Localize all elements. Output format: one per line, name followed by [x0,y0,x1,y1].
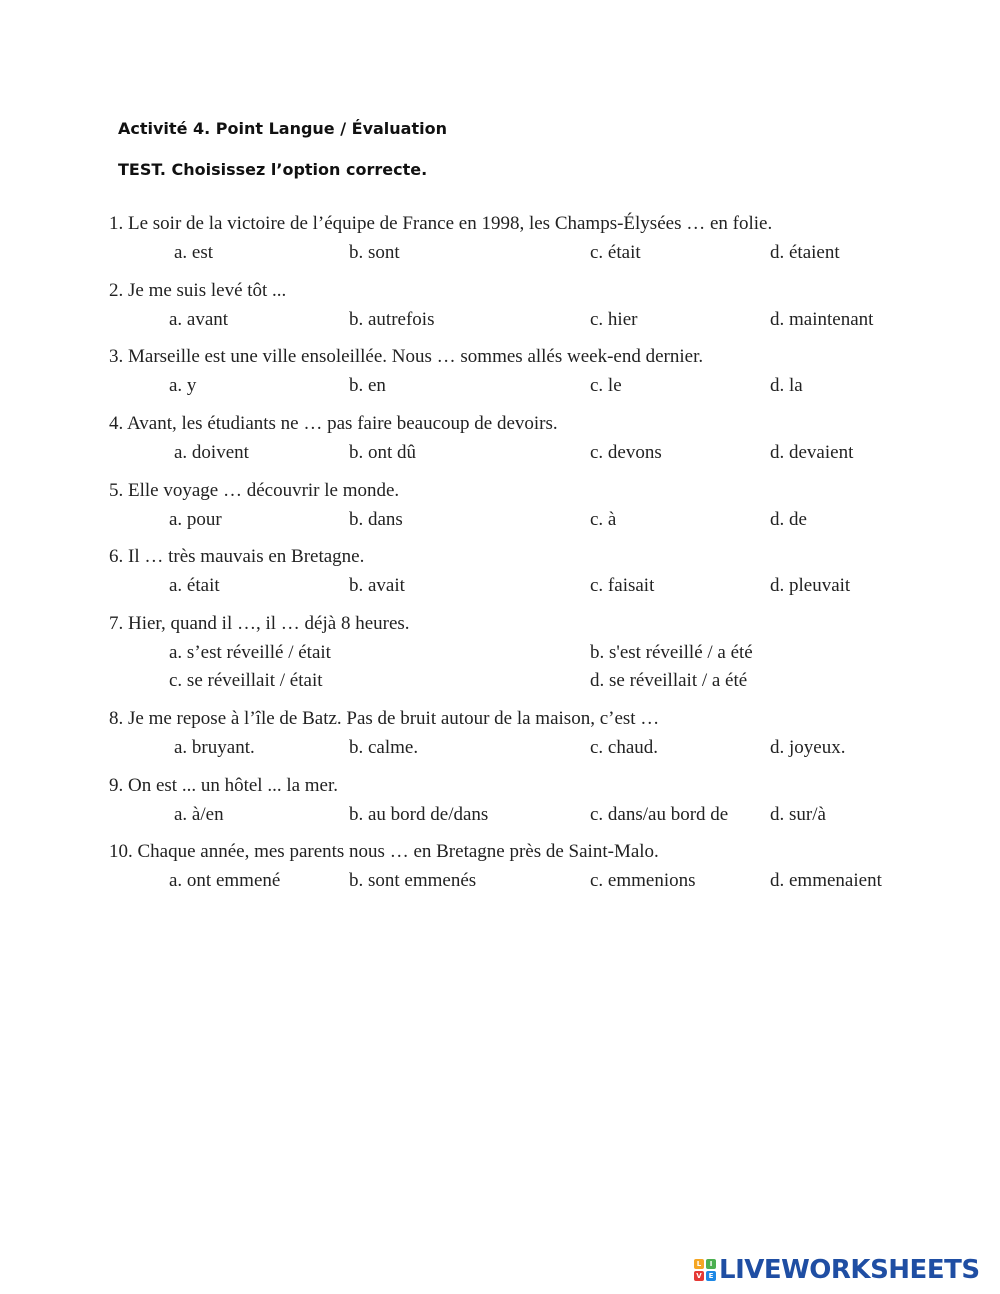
question-6-option-d[interactable]: d. pleuvait [770,575,851,596]
question-3-option-d[interactable]: d. la [770,375,803,396]
question-1-option-d[interactable]: d. étaient [770,242,840,263]
question-5-option-c[interactable]: c. à [590,509,617,530]
question-5-text: 5. Elle voyage … découvrir le monde. [109,480,400,501]
question-6-option-a[interactable]: a. était [169,575,220,596]
question-4-option-a[interactable]: a. doivent [174,442,249,463]
logo-mark-letter: V [694,1271,704,1281]
logo-mark-letter: I [706,1259,716,1269]
question-2-option-b[interactable]: b. autrefois [349,309,435,330]
question-10-option-a[interactable]: a. ont emmené [169,870,281,891]
question-6-text: 6. Il … très mauvais en Bretagne. [109,546,365,567]
question-3-option-c[interactable]: c. le [590,375,622,396]
question-1-text: 1. Le soir de la victoire de l’équipe de France en 1998, les Champs-Élysées … en folie. [109,213,773,234]
question-10-option-c[interactable]: c. emmenions [590,870,696,891]
question-5-option-d[interactable]: d. de [770,509,807,530]
question-10-text: 10. Chaque année, mes parents nous … en Bretagne près de Saint-Malo. [109,841,659,862]
logo-text: LIVEWORKSHEETS [719,1255,980,1285]
question-6-option-b[interactable]: b. avait [349,575,405,596]
question-8-option-b[interactable]: b. calme. [349,737,419,758]
activity-title: Activité 4. Point Langue / Évaluation [118,119,447,138]
logo-mark-letter: E [706,1271,716,1281]
question-10-option-b[interactable]: b. sont emmenés [349,870,477,891]
question-9-option-a[interactable]: a. à/en [174,804,224,825]
liveworksheets-logo-icon [694,1259,716,1281]
question-7-text: 7. Hier, quand il …, il … déjà 8 heures. [109,613,410,634]
question-5-option-a[interactable]: a. pour [169,509,222,530]
question-6-option-c[interactable]: c. faisait [590,575,655,596]
question-2-option-a[interactable]: a. avant [169,309,229,330]
question-9-option-c[interactable]: c. dans/au bord de [590,804,729,825]
question-2-text: 2. Je me suis levé tôt ... [109,280,287,301]
question-8-text: 8. Je me repose à l’île de Batz. Pas de bruit autour de la maison, c’est … [109,708,660,729]
question-1-option-a[interactable]: a. est [174,242,214,263]
question-9-text: 9. On est ... un hôtel ... la mer. [109,775,339,796]
question-7-option-d[interactable]: d. se réveillait / a été [590,670,748,691]
question-1-option-b[interactable]: b. sont [349,242,400,263]
liveworksheets-logo [694,1255,980,1285]
question-8-option-a[interactable]: a. bruyant. [174,737,255,758]
question-3-text: 3. Marseille est une ville ensoleillée. Nous … sommes allés week-end dernier. [109,346,704,367]
question-4-text: 4. Avant, les étudiants ne … pas faire beaucoup de devoirs. [109,413,558,434]
question-9-option-b[interactable]: b. au bord de/dans [349,804,489,825]
question-5-option-b[interactable]: b. dans [349,509,403,530]
question-1-option-c[interactable]: c. était [590,242,641,263]
question-8-option-c[interactable]: c. chaud. [590,737,659,758]
question-3-option-b[interactable]: b. en [349,375,386,396]
question-2-option-c[interactable]: c. hier [590,309,638,330]
question-10-option-d[interactable]: d. emmenaient [770,870,882,891]
question-2-option-d[interactable]: d. maintenant [770,309,874,330]
question-9-option-d[interactable]: d. sur/à [770,804,826,825]
question-7-option-b[interactable]: b. s'est réveillé / a été [590,642,753,663]
question-7-option-a[interactable]: a. s’est réveillé / était [169,642,331,663]
question-8-option-d[interactable]: d. joyeux. [770,737,846,758]
question-4-option-b[interactable]: b. ont dû [349,442,417,463]
question-3-option-a[interactable]: a. y [169,375,197,396]
question-4-option-d[interactable]: d. devaient [770,442,854,463]
logo-mark-letter: L [694,1259,704,1269]
test-instruction: TEST. Choisissez l’option correcte. [118,160,428,179]
question-4-option-c[interactable]: c. devons [590,442,662,463]
question-7-option-c[interactable]: c. se réveillait / était [169,670,323,691]
